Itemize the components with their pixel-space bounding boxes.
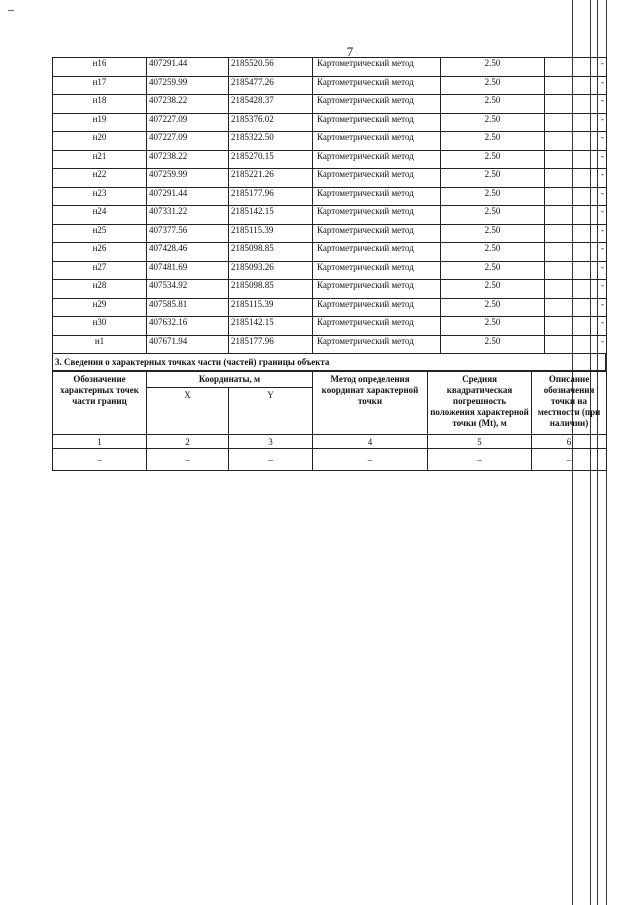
error-cell: 2.50: [441, 298, 545, 317]
section-3-title: 3. Сведения о характерных точках части (частей) границы объекта: [52, 354, 606, 371]
y-coordinate: 2185098.85: [229, 280, 313, 299]
x-coordinate: 407534.92: [147, 280, 229, 299]
x-coordinate: 407291.44: [147, 58, 229, 77]
column-number: 2: [147, 435, 229, 449]
x-coordinate: 407238.22: [147, 150, 229, 169]
error-cell: 2.50: [441, 95, 545, 114]
column-number: 5: [428, 435, 532, 449]
x-coordinate: 407227.09: [147, 113, 229, 132]
description-cell: -: [545, 206, 607, 225]
table-row: [53, 169, 607, 188]
y-coordinate: 2185520.56: [229, 58, 313, 77]
description-cell: -: [545, 298, 607, 317]
table-row: [53, 187, 607, 206]
column-number: 1: [53, 435, 147, 449]
description-cell: -: [545, 169, 607, 188]
point-name: н19: [53, 113, 147, 132]
method-cell: Картометрический метод: [313, 298, 441, 317]
error-cell: 2.50: [441, 187, 545, 206]
header-coordinates: Координаты, м: [147, 372, 313, 388]
table-row: [53, 76, 607, 95]
description-cell: -: [545, 280, 607, 299]
column-number: 4: [313, 435, 428, 449]
table-row: [53, 132, 607, 151]
table-row: [53, 95, 607, 114]
description-cell: -: [545, 113, 607, 132]
x-coordinate: 407259.99: [147, 76, 229, 95]
description-cell: -: [545, 243, 607, 262]
table-row: [53, 317, 607, 336]
table-row: [53, 113, 607, 132]
error-cell: 2.50: [441, 132, 545, 151]
description-cell: -: [545, 58, 607, 77]
error-cell: 2.50: [441, 243, 545, 262]
point-name: н20: [53, 132, 147, 151]
description-cell: -: [545, 132, 607, 151]
header-method: Метод определения координат характерной точки: [313, 372, 428, 435]
method-cell: Картометрический метод: [313, 113, 441, 132]
table-row: [53, 335, 607, 354]
x-coordinate: 407227.09: [147, 132, 229, 151]
point-name: н18: [53, 95, 147, 114]
y-coordinate: 2185221.26: [229, 169, 313, 188]
point-name: н29: [53, 298, 147, 317]
header-designation: Обозначение характерных точек части границ: [53, 372, 147, 435]
table-row: [53, 150, 607, 169]
y-coordinate: 2185115.39: [229, 224, 313, 243]
method-cell: Картометрический метод: [313, 150, 441, 169]
method-cell: Картометрический метод: [313, 224, 441, 243]
scan-mark: [8, 10, 14, 11]
y-coordinate: 2185115.39: [229, 298, 313, 317]
method-cell: Картометрический метод: [313, 335, 441, 354]
empty-row: [53, 449, 607, 471]
point-name: н27: [53, 261, 147, 280]
coordinates-table: [52, 57, 607, 354]
method-cell: Картометрический метод: [313, 132, 441, 151]
header-description: Описание обозначения точки на местности (при наличии): [532, 372, 607, 435]
method-cell: Картометрический метод: [313, 317, 441, 336]
point-name: н16: [53, 58, 147, 77]
method-cell: Картометрический метод: [313, 95, 441, 114]
error-cell: 2.50: [441, 224, 545, 243]
table-row: [53, 206, 607, 225]
table-row: [53, 58, 607, 77]
point-name: н22: [53, 169, 147, 188]
x-coordinate: 407291.44: [147, 187, 229, 206]
y-coordinate: 2185177.96: [229, 187, 313, 206]
method-cell: Картометрический метод: [313, 280, 441, 299]
table-row: [53, 224, 607, 243]
point-name: н21: [53, 150, 147, 169]
empty-cell: –: [147, 449, 229, 471]
point-name: н24: [53, 206, 147, 225]
point-name: н26: [53, 243, 147, 262]
x-coordinate: 407259.99: [147, 169, 229, 188]
error-cell: 2.50: [441, 280, 545, 299]
y-coordinate: 2185477.26: [229, 76, 313, 95]
x-coordinate: 407331.22: [147, 206, 229, 225]
point-name: н25: [53, 224, 147, 243]
error-cell: 2.50: [441, 150, 545, 169]
header-x: X: [147, 388, 229, 435]
point-name: н30: [53, 317, 147, 336]
y-coordinate: 2185142.15: [229, 317, 313, 336]
point-name: н28: [53, 280, 147, 299]
error-cell: 2.50: [441, 317, 545, 336]
page-number: 7: [346, 44, 354, 59]
header-error: Средняя квадратическая погрешность положения характерной точки (Mt), м: [428, 372, 532, 435]
empty-cell: –: [229, 449, 313, 471]
description-cell: -: [545, 261, 607, 280]
x-coordinate: 407585.81: [147, 298, 229, 317]
x-coordinate: 407481.69: [147, 261, 229, 280]
boundary-document: [52, 57, 606, 471]
description-cell: -: [545, 335, 607, 354]
method-cell: Картометрический метод: [313, 58, 441, 77]
error-cell: 2.50: [441, 113, 545, 132]
x-coordinate: 407428.46: [147, 243, 229, 262]
method-cell: Картометрический метод: [313, 169, 441, 188]
part-points-table: [52, 371, 607, 471]
empty-cell: –: [428, 449, 532, 471]
y-coordinate: 2185177.96: [229, 335, 313, 354]
column-number: 3: [229, 435, 313, 449]
description-cell: -: [545, 317, 607, 336]
description-cell: -: [545, 224, 607, 243]
y-coordinate: 2185142.15: [229, 206, 313, 225]
method-cell: Картометрический метод: [313, 261, 441, 280]
x-coordinate: 407632.16: [147, 317, 229, 336]
description-cell: -: [545, 150, 607, 169]
method-cell: Картометрический метод: [313, 243, 441, 262]
point-name: н17: [53, 76, 147, 95]
empty-cell: –: [313, 449, 428, 471]
empty-cell: –: [53, 449, 147, 471]
error-cell: 2.50: [441, 206, 545, 225]
description-cell: -: [545, 76, 607, 95]
y-coordinate: 2185098.85: [229, 243, 313, 262]
empty-cell: –: [532, 449, 607, 471]
error-cell: 2.50: [441, 76, 545, 95]
column-numbers-row: [53, 435, 607, 449]
description-cell: -: [545, 95, 607, 114]
y-coordinate: 2185376.02: [229, 113, 313, 132]
table-row: [53, 280, 607, 299]
table-row: [53, 243, 607, 262]
y-coordinate: 2185093.26: [229, 261, 313, 280]
error-cell: 2.50: [441, 335, 545, 354]
y-coordinate: 2185428.37: [229, 95, 313, 114]
x-coordinate: 407377.56: [147, 224, 229, 243]
method-cell: Картометрический метод: [313, 76, 441, 95]
x-coordinate: 407238.22: [147, 95, 229, 114]
y-coordinate: 2185270.15: [229, 150, 313, 169]
column-number: 6: [532, 435, 607, 449]
table-row: [53, 298, 607, 317]
point-name: н23: [53, 187, 147, 206]
table-row: [53, 261, 607, 280]
description-cell: -: [545, 187, 607, 206]
error-cell: 2.50: [441, 58, 545, 77]
header-y: Y: [229, 388, 313, 435]
error-cell: 2.50: [441, 169, 545, 188]
error-cell: 2.50: [441, 261, 545, 280]
y-coordinate: 2185322.50: [229, 132, 313, 151]
method-cell: Картометрический метод: [313, 206, 441, 225]
point-name: н1: [53, 335, 147, 354]
x-coordinate: 407671.94: [147, 335, 229, 354]
method-cell: Картометрический метод: [313, 187, 441, 206]
